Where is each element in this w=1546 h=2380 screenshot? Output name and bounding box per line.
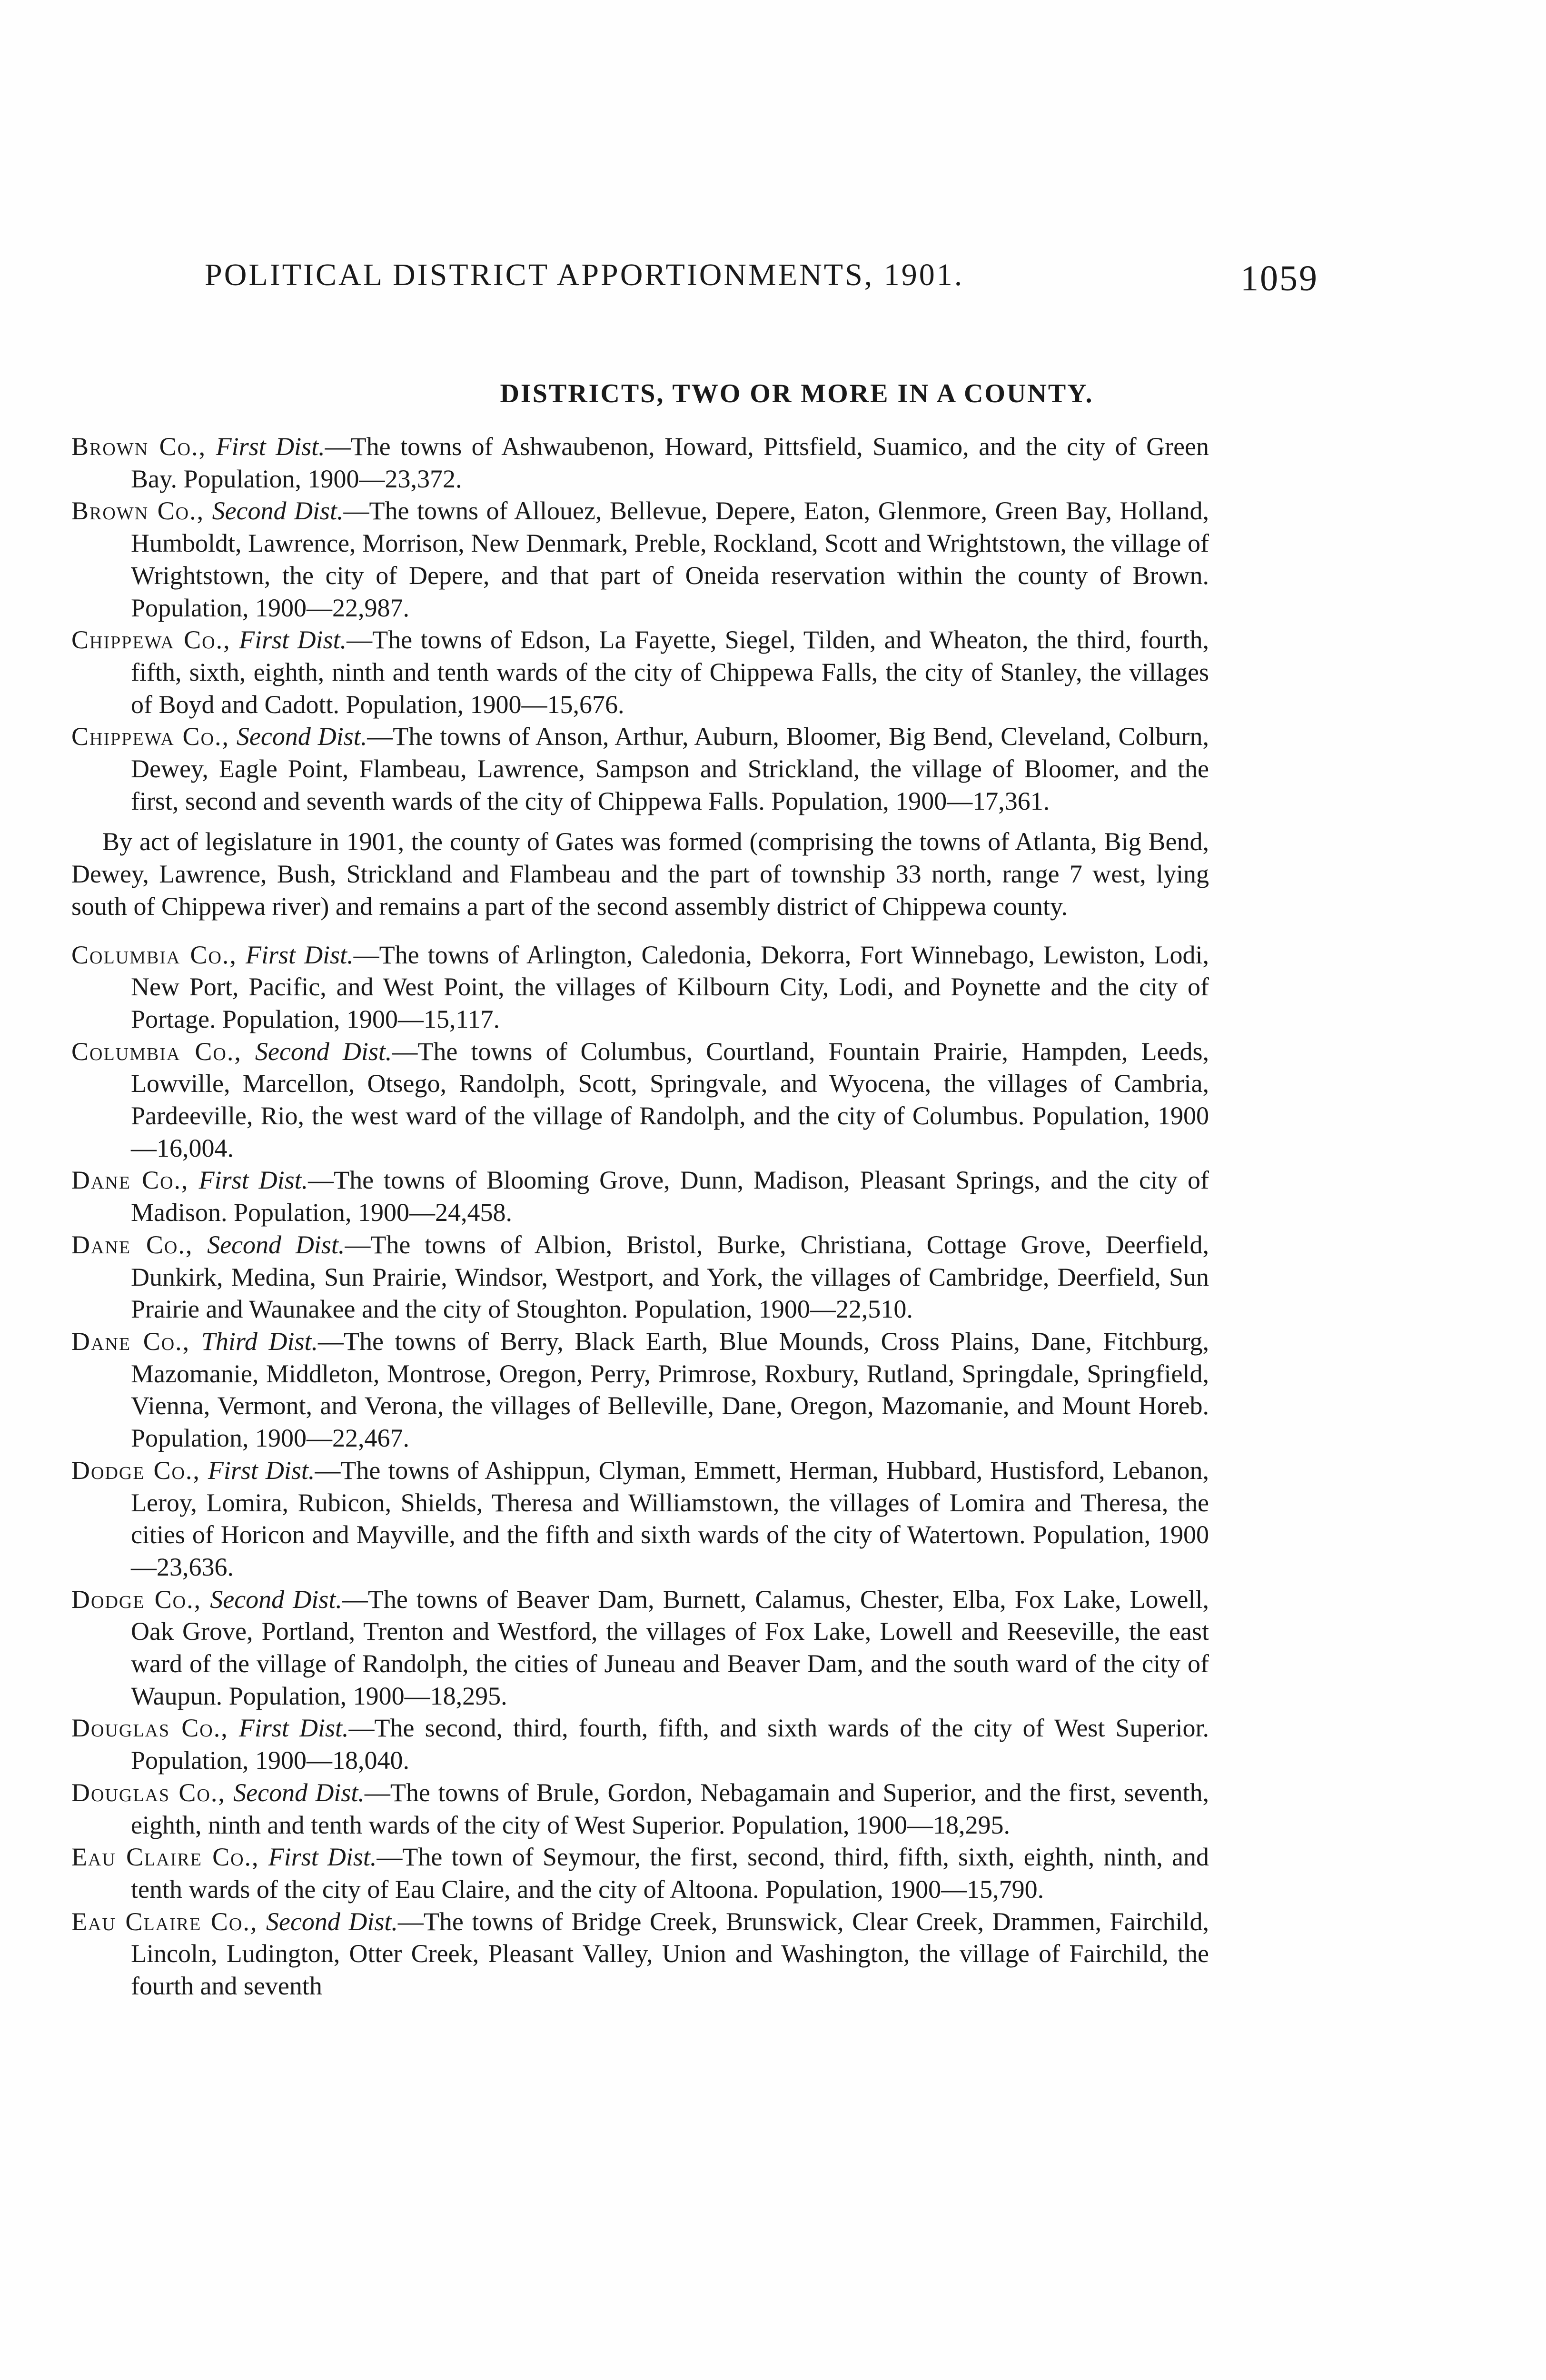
county-name: Dodge Co., — [71, 1585, 202, 1614]
county-name: Brown Co., — [71, 496, 205, 526]
district-name: Second Dist. — [210, 1585, 342, 1614]
district-description: —The towns of Anson, Arthur, Auburn, Bloomer, Big Bend, Cleveland, Colburn, Dewey, Eagle Point, Flambeau, Lawrence, Sampson and Strickland, the village of Bloomer, and the first, second and seventh wards of the city of Chippewa Falls. Population, 1900—17,361. — [131, 722, 1209, 815]
district-entry — [71, 1036, 1209, 1165]
district-entry — [71, 1841, 1209, 1905]
district-description: —The town of Seymour, the first, second, third, fifth, sixth, eighth, ninth, and tenth wards of the city of Eau Claire, and the city of Altoona. Population, 1900—15,790. — [131, 1843, 1209, 1904]
district-name: Second Dist. — [266, 1907, 398, 1936]
district-description: —The towns of Edson, La Fayette, Siegel, Tilden, and Wheaton, the third, fourth, fifth, sixth, eighth, ninth and tenth wards of the city of Chippewa Falls, the city of Stanley, the villages of Boyd and Cadott. Population, 1900—15,676. — [131, 625, 1209, 719]
running-title: POLITICAL DISTRICT APPORTIONMENTS, 1901. — [205, 258, 964, 292]
county-name: Chippewa Co., — [71, 722, 230, 751]
district-name: First Dist. — [238, 1714, 349, 1743]
district-entry — [71, 1326, 1209, 1455]
district-entry — [71, 1906, 1209, 2003]
district-entry — [71, 939, 1209, 1036]
district-name: Second Dist. — [207, 1230, 345, 1259]
district-name: First Dist. — [216, 432, 325, 461]
county-name: Columbia Co., — [71, 1037, 242, 1066]
district-description: —The towns of Berry, Black Earth, Blue Mounds, Cross Plains, Dane, Fitchburg, Mazomanie, Middleton, Montrose, Oregon, Perry, Primrose, Roxbury, Rutland, Springdale, Springfield, Vienna, Vermont, and Verona, the villages of Belleville, Dane, Oregon, Mazomanie, and Mount Horeb. Population, 1900—22,467. — [131, 1327, 1209, 1453]
district-entry — [71, 1164, 1209, 1229]
district-name: First Dist. — [239, 625, 347, 654]
district-entry — [71, 1455, 1209, 1584]
district-name: Second Dist. — [233, 1778, 365, 1807]
running-head — [205, 257, 1318, 309]
district-name: First Dist. — [198, 1166, 308, 1195]
county-name: Dane Co., — [71, 1327, 190, 1356]
district-name: Third Dist. — [201, 1327, 318, 1356]
district-description: —The towns of Albion, Bristol, Burke, Christiana, Cottage Grove, Deerfield, Dunkirk, Medina, Sun Prairie, Windsor, Westport, and York, the villages of Cambridge, Deerfield, Sun Prairie and Waunakee and the city of Stoughton. Population, 1900—22,510. — [131, 1230, 1209, 1324]
section-heading: DISTRICTS, TWO OR MORE IN A COUNTY. — [500, 379, 1094, 408]
district-entry — [71, 1584, 1209, 1713]
district-entry — [71, 495, 1209, 624]
county-name: Eau Claire Co., — [71, 1907, 258, 1936]
county-name: Douglas Co., — [71, 1778, 226, 1807]
district-entry — [71, 1229, 1209, 1326]
apportionment-list — [71, 431, 1209, 2003]
county-name: Dodge Co., — [71, 1456, 200, 1485]
district-name: First Dist. — [208, 1456, 315, 1485]
district-description: —The towns of Brule, Gordon, Nebagamain and Superior, and the first, seventh, eighth, ninth and tenth wards of the city of West Superior. Population, 1900—18,295. — [131, 1778, 1209, 1839]
district-description: —The towns of Allouez, Bellevue, Depere, Eaton, Glenmore, Green Bay, Holland, Humboldt, Lawrence, Morrison, New Denmark, Preble, Rockland, Scott and Wrightstown, the village of Wrightstown, the city of Depere, and that part of Oneida reservation within the county of Brown. Population, 1900—22,987. — [131, 496, 1209, 622]
district-name: Second Dist. — [255, 1037, 392, 1066]
district-description: —The towns of Ashippun, Clyman, Emmett, Herman, Hubbard, Hustisford, Lebanon, Leroy, Lomira, Rubicon, Shields, Theresa and Williamstown, the villages of Lomira and Theresa, the cities of Horicon and Mayville, and the fifth and sixth wards of the city of Watertown. Population, 1900—23,636. — [131, 1456, 1209, 1581]
district-description: —The towns of Ashwaubenon, Howard, Pittsfield, Suamico, and the city of Green Bay. Population, 1900—23,372. — [131, 432, 1209, 493]
district-description: —The towns of Beaver Dam, Burnett, Calamus, Chester, Elba, Fox Lake, Lowell, Oak Grove, Portland, Trenton and Westford, the villages of Fox Lake, Lowell and Reeseville, the east ward of the village of Randolph, the cities of Juneau and Beaver Dam, and the south ward of the city of Waupun. Population, 1900—18,295. — [131, 1585, 1209, 1710]
district-description: —The towns of Bridge Creek, Brunswick, Clear Creek, Drammen, Fairchild, Lincoln, Ludington, Otter Creek, Pleasant Valley, Union and Washington, the village of Fairchild, the fourth and seventh — [131, 1907, 1209, 2001]
district-description: —The towns of Arlington, Caledonia, Dekorra, Fort Winnebago, Lewiston, Lodi, New Port, Pacific, and West Point, the villages of Kilbourn City, Lodi, and Poynette and the city of Portage. Population, 1900—15,117. — [131, 940, 1209, 1033]
county-name: Brown Co., — [71, 432, 207, 461]
district-description: —The towns of Blooming Grove, Dunn, Madison, Pleasant Springs, and the city of Madison. Population, 1900—24,458. — [131, 1166, 1209, 1227]
county-name: Eau Claire Co., — [71, 1843, 259, 1872]
district-entry — [71, 431, 1209, 495]
district-description: —The towns of Columbus, Courtland, Fountain Prairie, Hampden, Leeds, Lowville, Marcellon, Otsego, Randolph, Scott, Springvale, and Wyocena, the villages of Cambria, Pardeeville, Rio, the west ward of the village of Randolph, and the city of Columbus. Population, 1900—16,004. — [131, 1037, 1209, 1162]
district-description: —The second, third, fourth, fifth, and sixth wards of the city of West Superior. Population, 1900—18,040. — [131, 1714, 1209, 1775]
district-name: Second Dist. — [212, 496, 344, 526]
legislative-note: By act of legislature in 1901, the county of Gates was formed (comprising the towns of Atlanta, Big Bend, Dewey, Lawrence, Bush, Strickland and Flambeau and the part of township 33 north, range 7 west, lying south of Chippewa river) and remains a part of the second assembly district of Chippewa county. — [71, 827, 1209, 921]
district-entry — [71, 1777, 1209, 1841]
county-name: Columbia Co., — [71, 940, 237, 969]
district-name: Second Dist. — [236, 722, 367, 751]
district-name: First Dist. — [268, 1843, 377, 1872]
district-entry — [71, 1712, 1209, 1776]
district-entry — [71, 624, 1209, 721]
district-entry — [71, 721, 1209, 817]
county-name: Chippewa Co., — [71, 625, 231, 654]
county-name: Douglas Co., — [71, 1714, 228, 1743]
county-name: Dane Co., — [71, 1230, 193, 1259]
county-name: Dane Co., — [71, 1166, 189, 1195]
district-name: First Dist. — [246, 940, 354, 969]
page-number: 1059 — [1240, 258, 1318, 298]
